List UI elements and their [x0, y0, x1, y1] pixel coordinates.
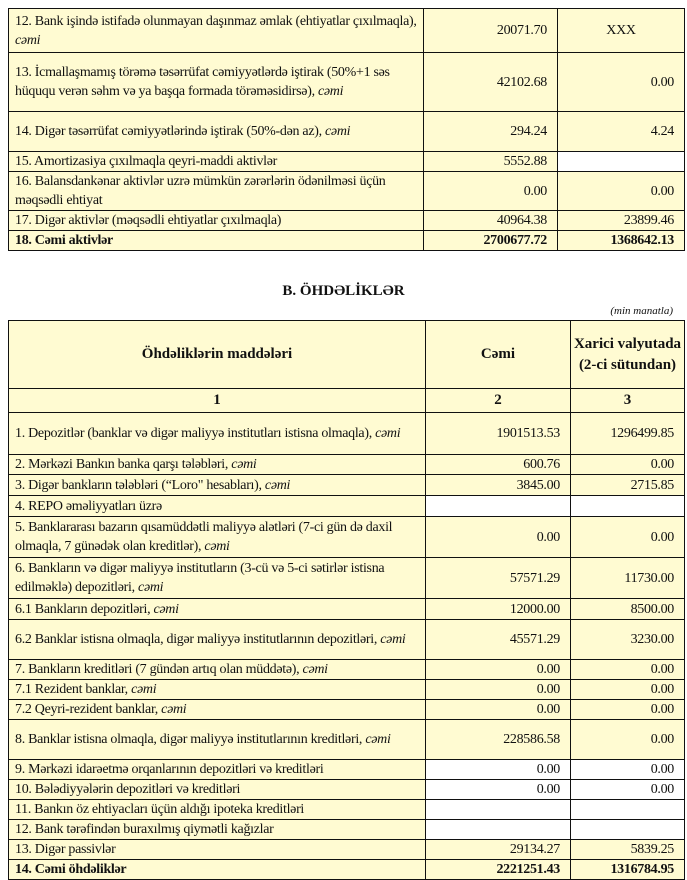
cell-foreign: 1296499.85: [571, 413, 685, 455]
label-text: 14. Digər təsərrüfat cəmiyyətlərində iştirak (50%-dən az),: [15, 124, 322, 139]
label-suffix: cəmi: [131, 682, 157, 697]
row-label: [9, 455, 426, 475]
cell-total: 2221251.43: [426, 860, 571, 880]
cell-foreign: 0.00: [571, 517, 685, 558]
label-text: 17. Digər aktivlər (məqsədli ehtiyatlar çıxılmaqla): [15, 213, 282, 228]
cell-foreign: 0.00: [558, 53, 685, 112]
header-items: Öhdəliklərin maddələri: [9, 321, 426, 389]
unit-note: (min manatla): [610, 305, 673, 317]
cell-total: 29134.27: [426, 840, 571, 860]
label-text: 15. Amortizasiya çıxılmaqla qeyri-maddi aktivlər: [15, 154, 278, 169]
row-label: [9, 860, 426, 880]
table-row: [9, 558, 685, 599]
table-row: [9, 455, 685, 475]
table-row: [9, 700, 685, 720]
table-row: [9, 496, 685, 517]
row-label: [9, 660, 426, 680]
label-text: 2. Mərkəzi Bankın banka qarşı tələbləri,: [15, 457, 229, 472]
label-suffix: cəmi: [365, 732, 391, 747]
label-text: 12. Bank tərəfindən buraxılmış qiymətli kağızlar: [15, 822, 274, 837]
cell-total: 0.00: [426, 780, 571, 800]
label-suffix: cəmi: [302, 662, 328, 677]
label-text: 1. Depozitlər (banklar və digər maliyyə institutları istisna olmaqla),: [15, 426, 372, 441]
row-label: [9, 517, 426, 558]
cell-total: [426, 496, 571, 517]
cell-total: 600.76: [426, 455, 571, 475]
label-text: 6.2 Banklar istisna olmaqla, digər maliyyə institutlarının depozitləri,: [15, 632, 378, 647]
header-total: Cəmi: [426, 321, 571, 389]
label-suffix: cəmi: [380, 632, 406, 647]
cell-total: 0.00: [426, 680, 571, 700]
col-number-2: 2: [426, 389, 571, 413]
cell-foreign: [571, 820, 685, 840]
cell-foreign: 0.00: [571, 455, 685, 475]
row-label: [9, 780, 426, 800]
cell-foreign: 0.00: [558, 172, 685, 211]
cell-total: 3845.00: [426, 475, 571, 496]
row-label: [9, 172, 424, 211]
label-text: 14. Cəmi öhdəliklər: [15, 862, 127, 877]
row-label: [9, 53, 424, 112]
row-label: [9, 211, 424, 231]
cell-total: 40964.38: [424, 211, 558, 231]
table-row: [9, 517, 685, 558]
cell-total: 45571.29: [426, 620, 571, 660]
cell-foreign: 0.00: [571, 700, 685, 720]
label-text: 10. Bələdiyyələrin depozitləri və kreditləri: [15, 782, 241, 797]
table-row: [9, 152, 685, 172]
cell-total: 0.00: [424, 172, 558, 211]
cell-total: 0.00: [426, 700, 571, 720]
section-title: B. ÖHDƏLİKLƏR: [282, 283, 405, 299]
label-text: 3. Digər bankların tələbləri (“Loro" hesabları),: [15, 477, 262, 493]
cell-total: 12000.00: [426, 599, 571, 620]
cell-foreign: 4.24: [558, 112, 685, 152]
cell-foreign: 0.00: [571, 680, 685, 700]
table-row: [9, 820, 685, 840]
cell-foreign: [571, 496, 685, 517]
header-foreign: Xarici valyutada (2-ci sütundan): [571, 321, 685, 389]
row-label: [9, 413, 426, 455]
cell-foreign: 1368642.13: [558, 231, 685, 251]
label-text: 7.1 Rezident banklar,: [15, 682, 128, 697]
label-text: 8. Banklar istisna olmaqla, digər maliyyə institutlarının kreditləri,: [15, 732, 363, 747]
label-suffix: cəmi: [317, 84, 344, 99]
label-text: 7. Bankların kreditləri (7 gündən artıq olan müddətə),: [15, 662, 300, 677]
label-suffix: cəmi: [204, 539, 230, 554]
row-label: [9, 720, 426, 760]
cell-total: [426, 800, 571, 820]
cell-total: 42102.68: [424, 53, 558, 112]
cell-total: [426, 820, 571, 840]
row-label: [9, 700, 426, 720]
label-text: 13. Digər passivlər: [15, 842, 116, 857]
table-row: [9, 53, 685, 112]
table-row: [9, 800, 685, 820]
table-row: [9, 112, 685, 152]
table-row: [9, 660, 685, 680]
cell-foreign: 0.00: [571, 760, 685, 780]
table-row: [9, 475, 685, 496]
table-row: [9, 413, 685, 455]
label-suffix: cəmi: [15, 32, 41, 48]
row-label: [9, 680, 426, 700]
table-row: [9, 780, 685, 800]
table-row: [9, 620, 685, 660]
cell-total: 294.24: [424, 112, 558, 152]
table-row: [9, 840, 685, 860]
col-number-1: 1: [9, 389, 426, 413]
cell-total: 57571.29: [426, 558, 571, 599]
label-text: 13. İcmallaşmamış törəmə təsərrüfat cəmiyyətlərdə iştirak (50%+1 səs hüququ verən səhm və ya başqa formada törəməsidirsə),: [15, 65, 390, 99]
label-suffix: cəmi: [264, 477, 291, 493]
cell-foreign: 5839.25: [571, 840, 685, 860]
table-row: [9, 599, 685, 620]
table-row: [9, 860, 685, 880]
col-number-3: 3: [571, 389, 685, 413]
label-text: 18. Cəmi aktivlər: [15, 233, 113, 248]
table-row: [9, 760, 685, 780]
row-label: [9, 800, 426, 820]
row-label: [9, 231, 424, 251]
label-suffix: cəmi: [375, 426, 401, 441]
cell-foreign: 0.00: [571, 780, 685, 800]
cell-foreign: 8500.00: [571, 599, 685, 620]
cell-total: 0.00: [426, 760, 571, 780]
table-row: [9, 211, 685, 231]
cell-foreign: [558, 152, 685, 172]
row-label: [9, 558, 426, 599]
row-label: [9, 760, 426, 780]
label-suffix: cəmi: [325, 124, 351, 139]
table-row: [9, 172, 685, 211]
row-label: [9, 112, 424, 152]
cell-total: 0.00: [426, 660, 571, 680]
cell-foreign: 11730.00: [571, 558, 685, 599]
label-suffix: cəmi: [138, 580, 164, 595]
cell-foreign: 0.00: [571, 720, 685, 760]
label-text: 9. Mərkəzi idarəetmə orqanlarının depozitləri və kreditləri: [15, 762, 324, 777]
label-text: 6.1 Bankların depozitləri,: [15, 601, 151, 617]
label-suffix: cəmi: [231, 457, 257, 472]
row-label: [9, 840, 426, 860]
cell-total: 5552.88: [424, 152, 558, 172]
row-label: [9, 820, 426, 840]
label-text: 7.2 Qeyri-rezident banklar,: [15, 702, 158, 717]
row-label: [9, 496, 426, 517]
label-suffix: cəmi: [153, 601, 179, 617]
label-text: 11. Bankın öz ehtiyacları üçün aldığı ipoteka kreditləri: [15, 802, 305, 817]
row-label: [9, 620, 426, 660]
label-text: 16. Balansdankənar aktivlər uzrə mümkün zərərlərin ödənilməsi üçün məqsədli ehtiyat: [15, 174, 386, 208]
cell-foreign: XXX: [558, 9, 685, 53]
row-label: [9, 475, 426, 496]
cell-foreign: 1316784.95: [571, 860, 685, 880]
assets-table: [8, 8, 685, 251]
cell-foreign: [571, 800, 685, 820]
cell-total: 0.00: [426, 517, 571, 558]
cell-total: 1901513.53: [426, 413, 571, 455]
row-label: [9, 152, 424, 172]
cell-total: 2700677.72: [424, 231, 558, 251]
cell-foreign: 3230.00: [571, 620, 685, 660]
table-row: [9, 680, 685, 700]
label-text: 4. REPO əməliyyatları üzrə: [15, 498, 162, 514]
row-label: [9, 9, 424, 53]
label-text: 6. Bankların və digər maliyyə institutların (3-cü və 5-ci sətirlər istisna edilməklə) depozitləri,: [15, 561, 385, 595]
row-label: [9, 599, 426, 620]
cell-foreign: 0.00: [571, 660, 685, 680]
table-row: [9, 9, 685, 53]
cell-total: 20071.70: [424, 9, 558, 53]
cell-foreign: 23899.46: [558, 211, 685, 231]
label-text: 5. Banklararası bazarın qısamüddətli maliyyə alətləri (7-ci gün də daxil olmaqla, 7 günədək olan kreditlər),: [15, 520, 393, 554]
cell-foreign: 2715.85: [571, 475, 685, 496]
label-suffix: cəmi: [161, 702, 187, 717]
label-text: 12. Bank işində istifadə olunmayan daşınmaz əmlak (ehtiyatlar çıxılmaqla),: [15, 13, 417, 29]
table-row: [9, 720, 685, 760]
liabilities-table: [8, 320, 685, 880]
table-row: [9, 231, 685, 251]
cell-total: 228586.58: [426, 720, 571, 760]
